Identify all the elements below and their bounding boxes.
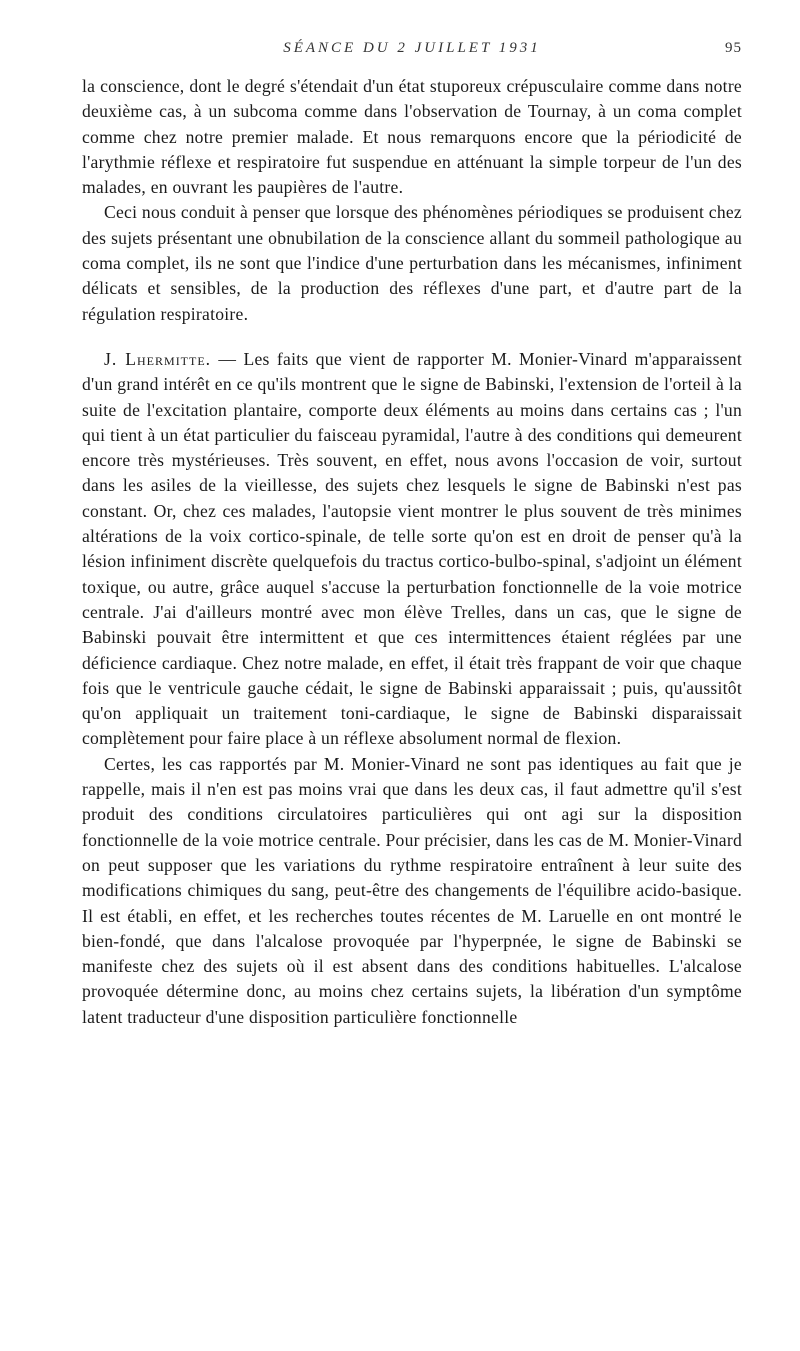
paragraph-2-text: Ceci nous conduit à penser que lorsque des phénomènes périodiques se produisent chez des sujets présentant une obnubilation de la conscience allant du sommeil pathologique au coma complet, ils ne sont que l'indice d'une perturbation dans les mécanismes, infiniment délicats et sensibles, de la production des réflexes d'une part, et d'autre part de la régulation respiratoire. <box>82 202 742 324</box>
running-header <box>82 40 742 74</box>
paragraph-4-text: Certes, les cas rapportés par M. Monier-Vinard ne sont pas identiques au fait que je rappelle, mais il n'en est pas moins vrai que dans les deux cas, il faut admettre qu'il s'est produit des conditions circulatoires particulières qui ont agi sur la disposition fonctionnelle de la voie motrice centrale. Pour précisier, dans les cas de M. Monier-Vinard on peut supposer que les variations du rythme respiratoire entraînent à leur suite des modifications chimiques du sang, peut-être des changements de l'équilibre acido-basique. Il est établi, en effet, et les recherches toutes récentes de M. Laruelle en ont montré le bien-fondé, que dans l'alcalose provoquée par l'hyperpnée, le signe de Babinski se manifeste chez des sujets où il est absent dans des conditions habituelles. L'alcalose provoquée détermine donc, au moins chez certains sujets, la libération d'un symptôme latent traducteur d'une disposition particulière fonctionnelle <box>82 753 742 1027</box>
speaker-name: J. Lhermitte. <box>104 348 212 369</box>
paragraph-1 <box>82 74 742 200</box>
body-text <box>82 74 742 1030</box>
running-title: SÉANCE DU 2 JUILLET 1931 <box>283 40 541 56</box>
paragraph-4 <box>82 752 742 1030</box>
paragraph-3 <box>82 347 742 752</box>
paragraph-3-text: — Les faits que vient de rapporter M. Monier-Vinard m'apparaissent d'un grand intérêt en ce qu'ils montrent que le signe de Babinski, l'extension de l'orteil à la suite de l'excitation plantaire, comporte deux éléments au moins dans certains cas ; l'un qui tient à un état particulier du faisceau pyramidal, l'autre à des conditions qui demeurent encore très mystérieuses. Très souvent, en effet, nous avons l'occasion de voir, surtout dans les asiles de la vieillesse, des sujets chez lesquels le signe de Babinski n'est pas constant. Or, chez ces malades, l'autopsie vient montrer le plus souvent de très minimes altérations de la voix cortico-spinale, de telle sorte qu'on est en droit de penser qu'à la lésion infiniment discrète quelquefois du tractus cortico-bulbo-spinal, s'adjoint un élément toxique, ou autre, grâce auquel s'accuse la perturbation fonctionnelle de la voie motrice centrale. J'ai d'ailleurs montré avec mon élève Trelles, dans un cas, que le signe de Babinski pouvait être intermittent et que ces intermittences étaient réglées par une déficience cardiaque. Chez notre malade, en effet, il était très frappant de voir que chaque fois que le ventricule gauche cédait, le signe de Babinski apparaissait ; puis, qu'aussitôt qu'on appliquait un traitement toni-cardiaque, le signe de Babinski disparaissait complètement pour faire place à un réflexe absolument normal de flexion. <box>82 348 742 749</box>
paragraph-2 <box>82 200 742 326</box>
paragraph-1-text: la conscience, dont le degré s'étendait d'un état stuporeux crépusculaire comme dans notre deuxième cas, à un subcoma comme dans l'observation de Tournay, à un coma complet comme chez notre premier malade. Et nous remarquons encore que la périodicité de l'arythmie réflexe et respiratoire fut suspendue en atténuant la simple torpeur de l'un des malades, en ouvrant les paupières de l'autre. <box>82 76 742 198</box>
page-number: 95 <box>725 40 742 56</box>
